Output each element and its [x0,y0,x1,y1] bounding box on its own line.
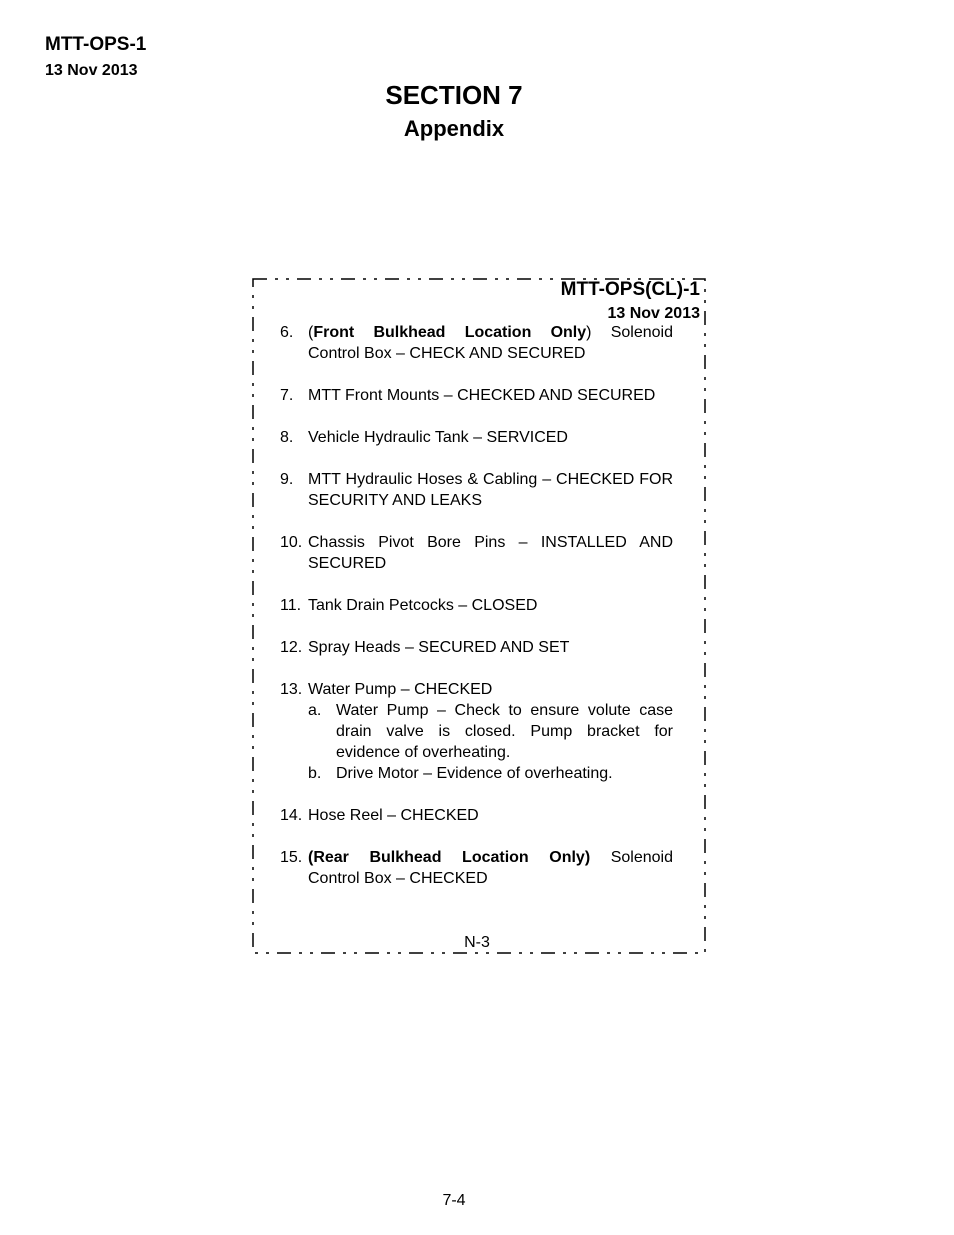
card-page-number: N-3 [464,934,490,951]
checklist-item-15: 15. (Rear Bulkhead Location Only) Solenoid Control Box – CHECKED [280,849,673,887]
page-number: 7-4 [442,1192,466,1209]
document-date: 13 Nov 2013 [45,62,138,79]
section-subtitle: Appendix [403,116,505,141]
checklist-item-10: 10. Chassis Pivot Bore Pins – INSTALLED AND SECURED [280,534,673,572]
checklist-item-9: 9. MTT Hydraulic Hoses & Cabling – CHECKED FOR SECURITY AND LEAKS [280,471,673,509]
checklist-item-12: 12. Spray Heads – SECURED AND SET [280,639,570,656]
checklist-item-13: 13. Water Pump – CHECKED a. Water Pump – Check to ensure volute case drain valve is closed. Pump bracket for evidence of overheating. b. Drive Motor – Evidence of overheating. [280,681,673,782]
checklist-item-8: 8. Vehicle Hydraulic Tank – SERVICED [280,429,568,446]
checklist-items [280,322,673,910]
checklist-item-6: 6. (Front Bulkhead Location Only) Solenoid Control Box – CHECK AND SECURED [280,324,673,362]
checklist-subitem-b: b. Drive Motor – Evidence of overheating. [308,765,613,782]
card-date: 13 Nov 2013 [607,305,700,322]
checklist-item-7: 7. MTT Front Mounts – CHECKED AND SECURED [280,387,656,404]
document-id: MTT-OPS-1 [45,34,147,55]
card-document-id: MTT-OPS(CL)-1 [560,279,700,300]
checklist-item-11: 11. Tank Drain Petcocks – CLOSED [280,597,538,614]
section-title: SECTION 7 [385,80,523,110]
checklist-item-14: 14. Hose Reel – CHECKED [280,807,479,824]
checklist-subitem-a: a. Water Pump – Check to ensure volute case drain valve is closed. Pump bracket for evidence of overheating. [308,702,673,761]
